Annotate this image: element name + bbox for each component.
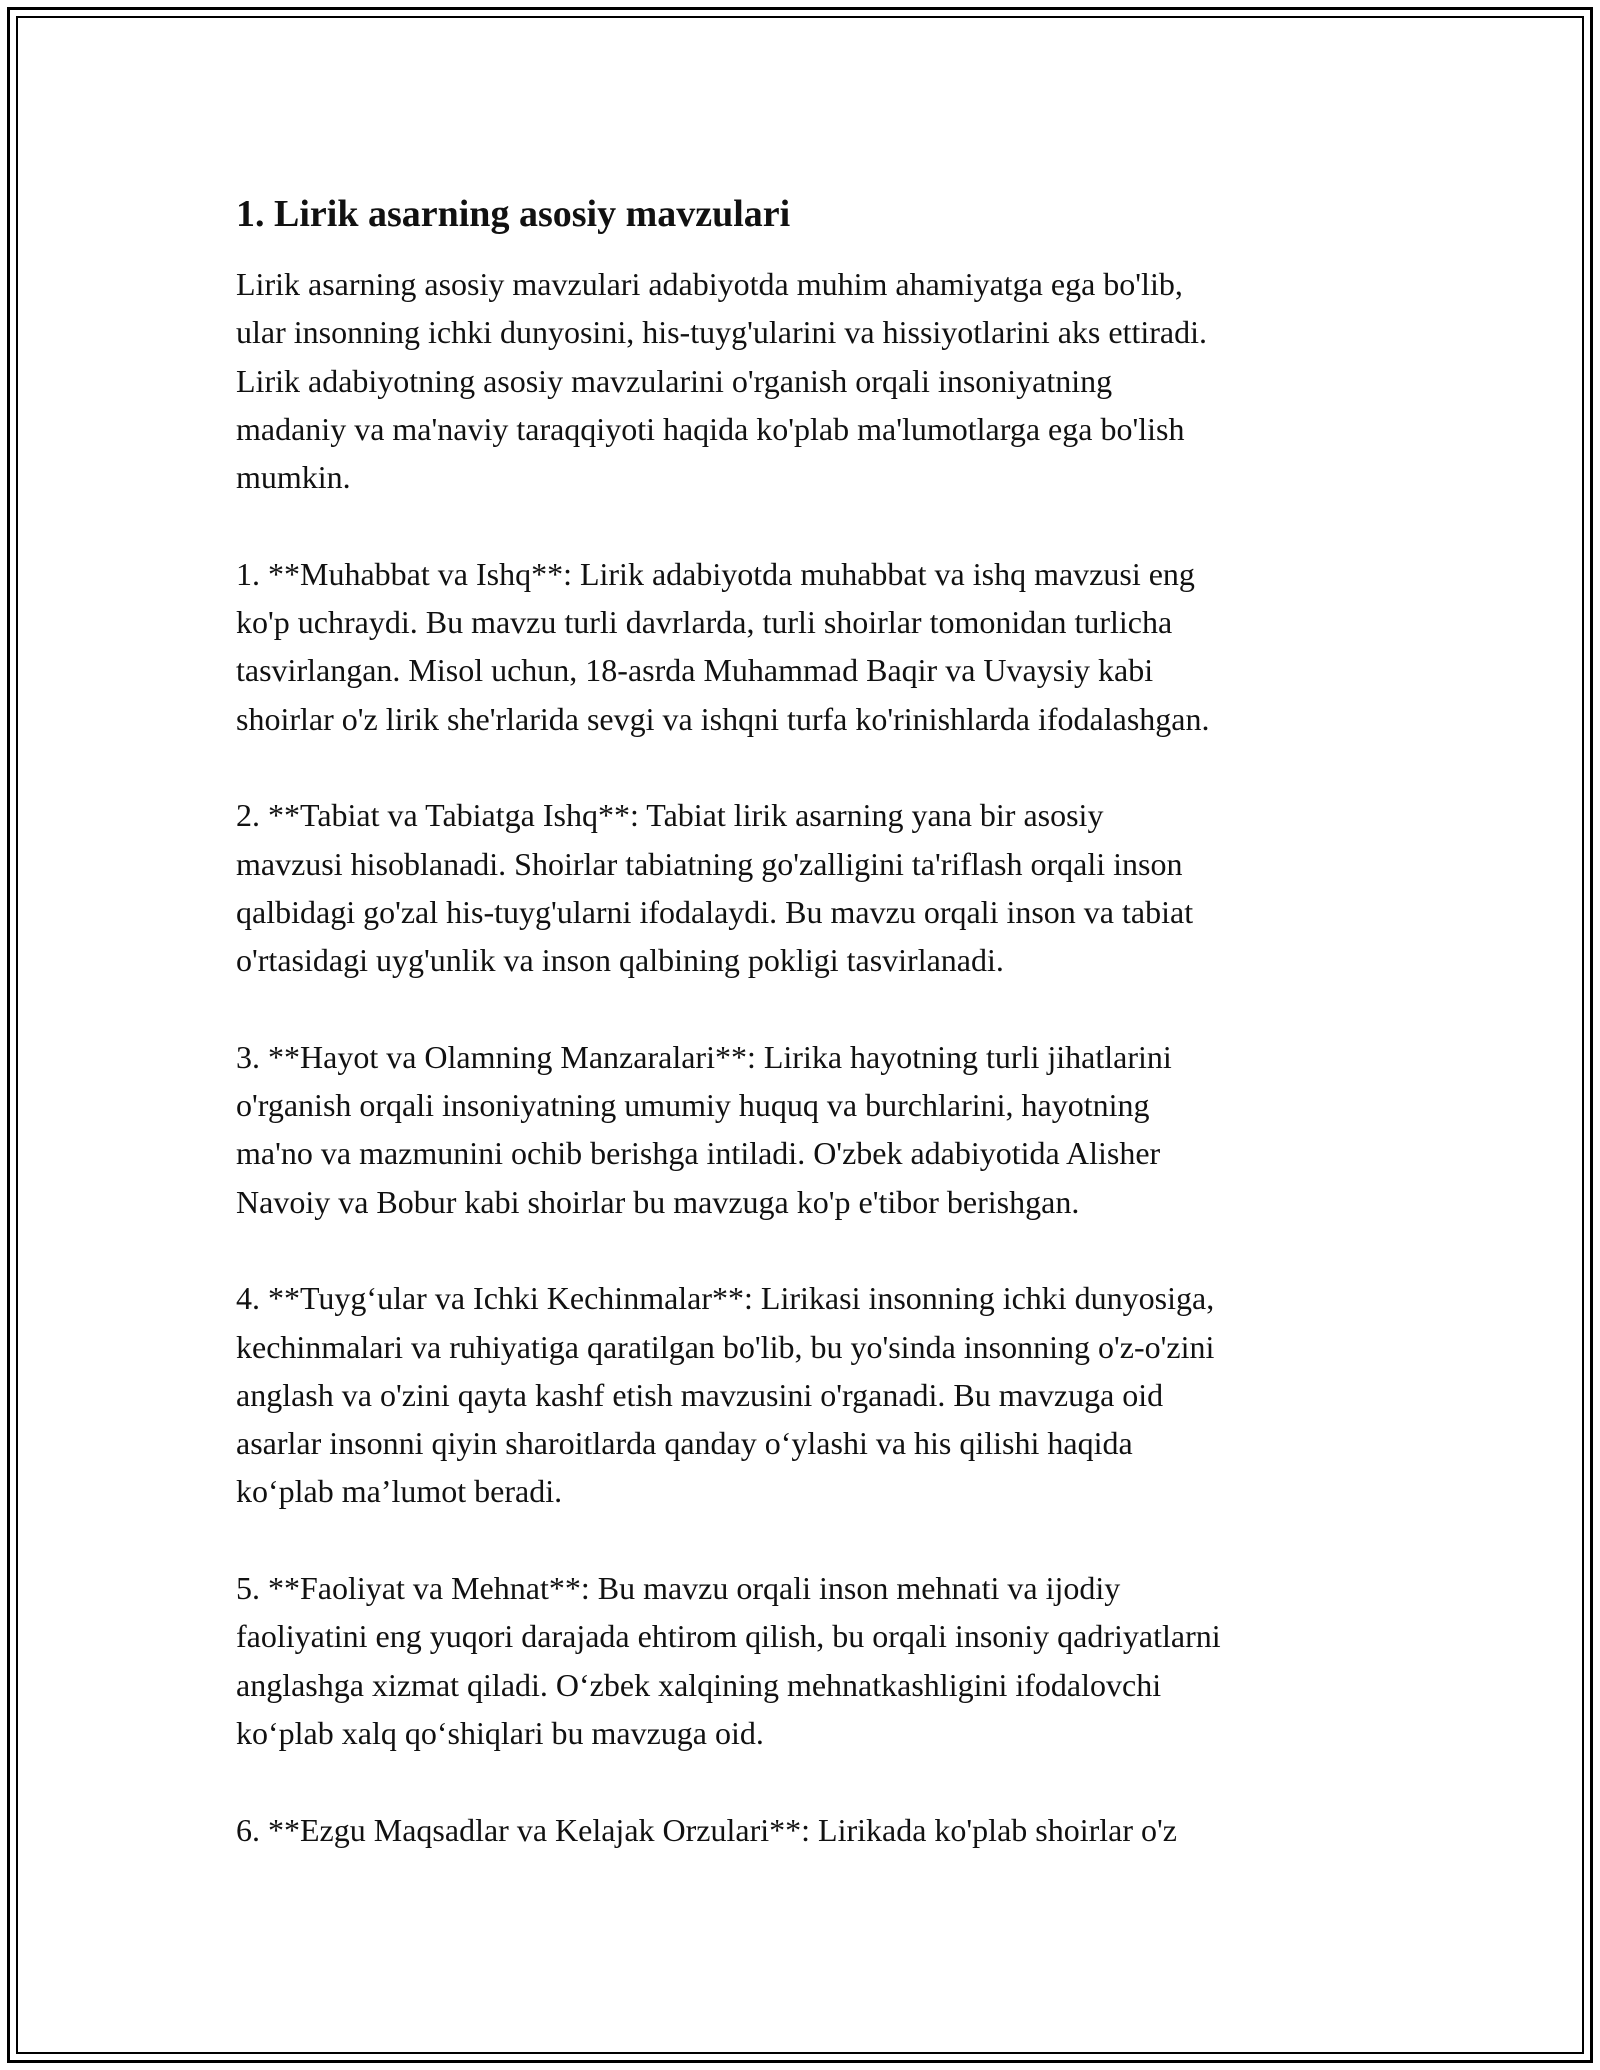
list-item-tuygular: 4. **Tuyg‘ular va Ichki Kechinmalar**: Lirikasi insonning ichki dunyosiga, kechinmalari va ruhiyatiga qaratilgan bo'lib, bu yo'sinda insonning o'z-o'zini anglash va o'zini qayta kashf etish mavzusini o'rganadi. Bu mavzuga oid asarlar insonni qiyin sharoitlarda qanday o‘ylashi va his qilishi haqida ko‘plab ma’lumot beradi. [236, 1280, 1215, 1510]
list-item-muhabbat: 1. **Muhabbat va Ishq**: Lirik adabiyotda muhabbat va ishq mavzusi eng ko'p uchraydi. Bu mavzu turli davrlarda, turli shoirlar tomonidan turlicha tasvirlangan. Misol uchun, 18-asrda Muhammad Baqir va Uvaysiy kabi shoirlar o'z lirik she'rlarida sevgi va ishqni turfa ko'rinishlarda ifodalashgan. [236, 555, 1210, 737]
list-item-hayot: 3. **Hayot va Olamning Manzaralari**: Lirika hayotning turli jihatlarini o'rganish orqali insoniyatning umumiy huquq va burchlarini, hayotning ma'no va mazmunini ochib berishga intiladi. O'zbek adabiyotida Alisher Navoiy va Bobur kabi shoirlar bu mavzuga ko'p e'tibor berishgan. [236, 1038, 1172, 1220]
list-item-faoliyat: 5. **Faoliyat va Mehnat**: Bu mavzu orqali inson mehnati va ijodiy faoliyatini eng yuqori darajada ehtirom qilish, bu orqali insoniy qadriyatlarni anglashga xizmat qiladi. O‘zbek xalqining mehnatkashligini ifodalovchi ko‘plab xalq qo‘shiqlari bu mavzuga oid. [236, 1570, 1221, 1751]
intro-paragraph: Lirik asarning asosiy mavzulari adabiyotda muhim ahamiyatga ega bo'lib, ular insonning ichki dunyosini, his-tuyg'ularini va hissiyotlarini aks ettiradi. Lirik adabiyotning asosiy mavzularini o'rganish orqali insoniyatning madaniy va ma'naviy taraqqiyoti haqida ko'plab ma'lumotlarga ega bo'lish mumkin. [236, 266, 1207, 496]
section-heading: 1. Lirik asarning asosiy mavzulari [236, 193, 791, 235]
document-body [236, 188, 1376, 1902]
list-item-tabiat: 2. **Tabiat va Tabiatga Ishq**: Tabiat lirik asarning yana bir asosiy mavzusi hisoblanadi. Shoirlar tabiatning go'zalligini ta'riflash orqali inson qalbidagi go'zal his-tuyg'ularni ifodalaydi. Bu mavzu orqali inson va tabiat o'rtasidagi uyg'unlik va inson qalbining pokligi tasvirlanadi. [236, 797, 1194, 979]
list-item-ezgu-maqsadlar: 6. **Ezgu Maqsadlar va Kelajak Orzulari**: Lirikada ko'plab shoirlar o'z [236, 1811, 1177, 1848]
